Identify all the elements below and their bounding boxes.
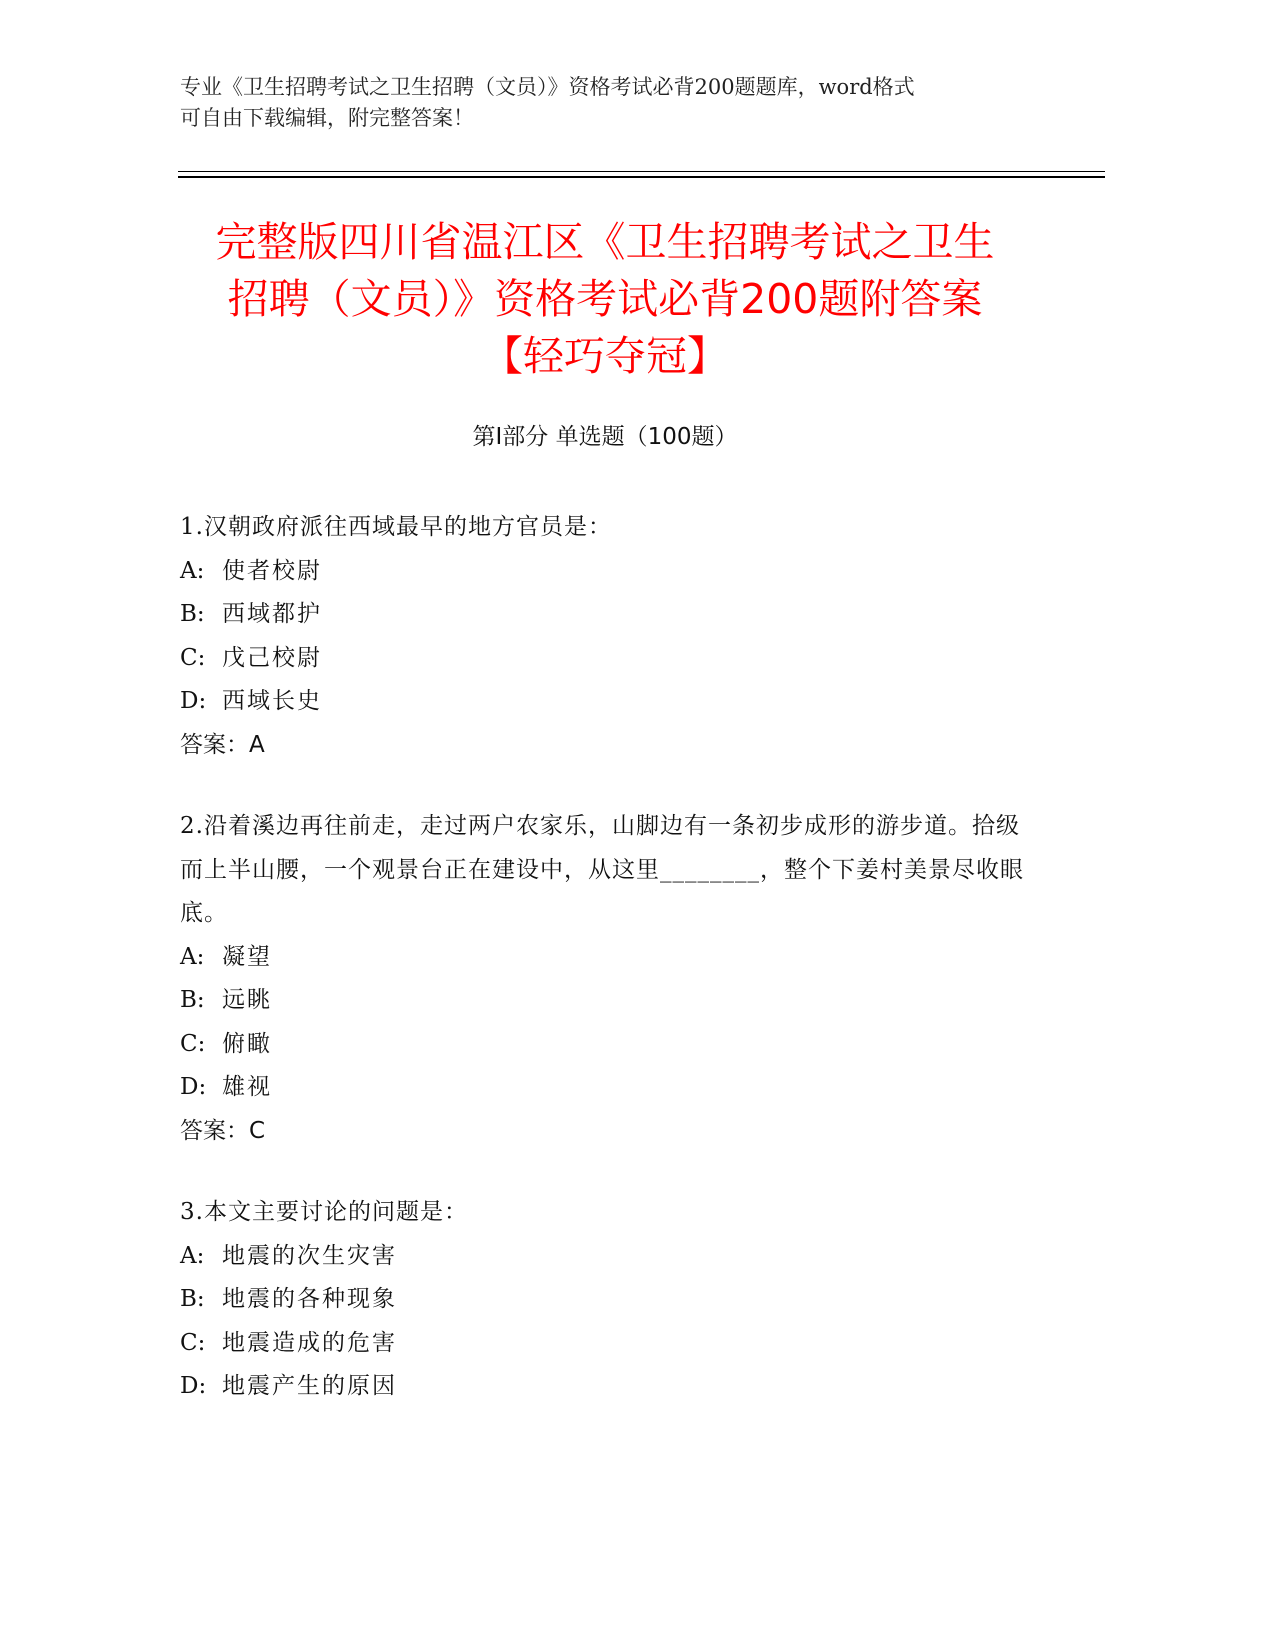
option-b [180, 979, 1040, 1023]
option-key: D: [180, 1373, 207, 1399]
option-text: 地震造成的危害 [222, 1329, 397, 1356]
option-d [180, 1365, 1040, 1409]
answer-line: 答案：C [180, 1117, 266, 1144]
question-list [180, 506, 1040, 1447]
question-item [180, 506, 1040, 767]
option-key: A: [180, 943, 205, 970]
option-text: 西域都护 [222, 601, 322, 627]
option-text: 远眺 [222, 987, 272, 1013]
option-text: 地震产生的原因 [222, 1373, 397, 1399]
option-key: C: [180, 1030, 206, 1057]
question-item [180, 805, 1040, 1153]
option-c [180, 1023, 1040, 1067]
option-a [180, 936, 1040, 980]
option-text: 西域长史 [222, 688, 322, 714]
option-key: B: [180, 1286, 205, 1312]
document-title-line1: 完整版四川省温江区《卫生招聘考试之卫生 [215, 218, 995, 266]
document-title-line2: 招聘（文员）》资格考试必背200题附答案 [227, 275, 983, 323]
option-b [180, 1278, 1040, 1322]
section-heading: 第Ⅰ部分 单选题（100题） [472, 424, 738, 450]
document-title-line3: 【轻巧夺冠】 [482, 332, 728, 380]
option-a [180, 1235, 1040, 1279]
option-text: 俯瞰 [222, 1030, 272, 1057]
header-divider-thin [178, 171, 1105, 172]
option-text: 地震的各种现象 [222, 1286, 397, 1312]
option-key: B: [180, 601, 205, 627]
option-key: A: [180, 1242, 205, 1269]
option-key: C: [180, 1329, 206, 1356]
header-note-line2: 可自由下载编辑，附完整答案！ [180, 106, 474, 130]
option-a [180, 550, 1040, 594]
option-c [180, 1322, 1040, 1366]
header-note-line1: 专业《卫生招聘考试之卫生招聘（文员）》资格考试必背200题题库，word格式 [180, 75, 915, 99]
option-text: 使者校尉 [222, 557, 322, 584]
option-key: D: [180, 1074, 207, 1100]
option-d [180, 680, 1040, 724]
option-text: 戊己校尉 [222, 644, 322, 671]
option-text: 凝望 [222, 943, 272, 970]
question-item [180, 1191, 1040, 1409]
option-d [180, 1066, 1040, 1110]
option-text: 雄视 [222, 1074, 272, 1100]
answer-line: 答案：A [180, 731, 265, 758]
question-stem: 3.本文主要讨论的问题是： [180, 1199, 468, 1225]
document-title [170, 214, 1040, 385]
option-c [180, 637, 1040, 681]
option-key: A: [180, 557, 205, 584]
header-note [180, 72, 1040, 134]
option-key: B: [180, 987, 205, 1013]
option-key: C: [180, 644, 206, 671]
option-b [180, 593, 1040, 637]
option-key: D: [180, 688, 207, 714]
question-stem: 2.沿着溪边再往前走，走过两户农家乐，山脚边有一条初步成形的游步道。拾级而上半山腰，一个观景台正在建设中，从这里________，整个下姜村美景尽收眼底。 [180, 813, 1024, 926]
header-divider-thick [178, 176, 1105, 178]
question-stem: 1.汉朝政府派往西域最早的地方官员是： [180, 514, 612, 540]
option-text: 地震的次生灾害 [222, 1242, 397, 1269]
